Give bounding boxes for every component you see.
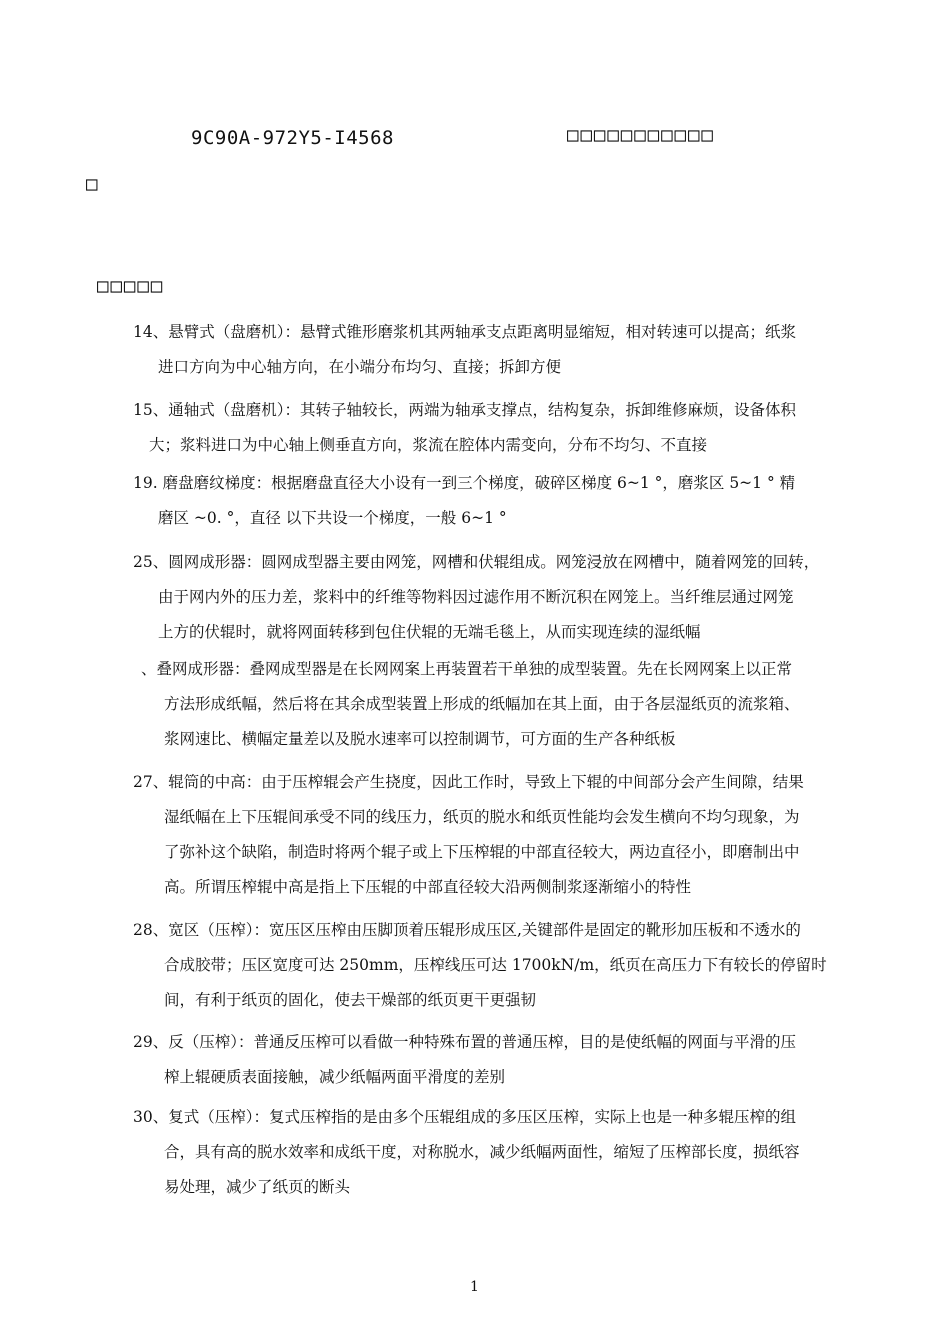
entry-line: 19. 磨盘磨纹梯度：根据磨盘直径大小设有一到三个梯度，破碎区梯度 6~1 °，磨浆区 5~1 ° 精 xyxy=(133,474,796,492)
entry-line: 28、宽区（压榨）：宽压区压榨由压脚顶着压辊形成压区,关键部件是固定的靴形加压板和不透水的 xyxy=(133,921,801,939)
entry-26 xyxy=(141,652,881,757)
document-code: 9C90A-972Y5-I4568 xyxy=(191,127,394,149)
document-title: □□□□□□□□□□□ xyxy=(567,124,715,146)
entry-line: 14、悬臂式（盘磨机）：悬臂式锥形磨浆机其两轴承支点距离明显缩短，相对转速可以提高；纸浆 xyxy=(133,323,796,341)
entry-line: 合成胶带；压区宽度可达 250mm，压榨线压可达 1700kN/m，纸页在高压力下有较长的停留时 xyxy=(164,956,827,974)
entry-line: 湿纸幅在上下压辊间承受不同的线压力，纸页的脱水和纸页性能均会发生横向不均匀现象，为 xyxy=(164,808,800,826)
entry-28 xyxy=(133,913,873,1018)
entry-line: 27、辊筒的中高：由于压榨辊会产生挠度，因此工作时，导致上下辊的中间部分会产生间隙，结果 xyxy=(133,773,804,791)
stray-glyph: □ xyxy=(86,173,100,195)
entry-25 xyxy=(133,545,873,650)
entry-line: 由于网内外的压力差，浆料中的纤维等物料因过滤作用不断沉积在网笼上。当纤维层通过网笼 xyxy=(158,588,794,606)
entry-line: 磨区 ~0. °，直径 以下共设一个梯度，一般 6~1 ° xyxy=(158,509,507,527)
entry-27 xyxy=(133,765,873,905)
entry-line: 方法形成纸幅，然后将在其余成型装置上形成的纸幅加在其上面，由于各层湿纸页的流浆箱、 xyxy=(164,695,800,713)
entry-line: 间，有利于纸页的固化，使去干燥部的纸页更干更强韧 xyxy=(164,991,537,1009)
entry-19 xyxy=(133,466,873,536)
entry-14 xyxy=(133,315,873,385)
entry-line: 高。所谓压榨辊中高是指上下压辊的中部直径较大沿两侧制浆逐渐缩小的特性 xyxy=(164,878,692,896)
entry-line: 30、复式（压榨）：复式压榨指的是由多个压辊组成的多压区压榨，实际上也是一种多辊压榨的组 xyxy=(133,1108,796,1126)
entry-line: 25、圆网成形器：圆网成型器主要由网笼，网槽和伏辊组成。网笼浸放在网槽中，随着网笼的回转， xyxy=(133,553,820,571)
section-heading: □□□□□ xyxy=(97,275,165,297)
entry-line: 29、反（压榨）：普通反压榨可以看做一种特殊布置的普通压榨，目的是使纸幅的网面与平滑的压 xyxy=(133,1033,796,1051)
entry-line: 浆网速比、横幅定量差以及脱水速率可以控制调节，可方面的生产各种纸板 xyxy=(164,730,676,748)
entry-line: 合，具有高的脱水效率和成纸干度，对称脱水，减少纸幅两面性，缩短了压榨部长度，损纸容 xyxy=(164,1143,800,1161)
page-number: 1 xyxy=(470,1279,479,1295)
entry-line: 易处理，减少了纸页的断头 xyxy=(164,1178,351,1196)
entry-29 xyxy=(133,1025,873,1095)
entry-line: 、叠网成形器：叠网成型器是在长网网案上再装置若干单独的成型装置。先在长网网案上以正常 xyxy=(141,660,793,678)
entry-line: 大；浆料进口为中心轴上侧垂直方向，浆流在腔体内需变向，分布不均匀、不直接 xyxy=(149,436,708,454)
entry-line: 上方的伏辊时，就将网面转移到包住伏辊的无端毛毯上，从而实现连续的湿纸幅 xyxy=(158,623,701,641)
entry-30 xyxy=(133,1100,873,1205)
entry-line: 榨上辊硬质表面接触，减少纸幅两面平滑度的差别 xyxy=(164,1068,506,1086)
entry-line: 进口方向为中心轴方向，在小端分布均匀、直接；拆卸方便 xyxy=(158,358,562,376)
entry-15 xyxy=(133,393,873,463)
entry-line: 了弥补这个缺陷，制造时将两个辊子或上下压榨辊的中部直径较大，两边直径小，即磨制出中 xyxy=(164,843,800,861)
entry-line: 15、通轴式（盘磨机）：其转子轴较长，两端为轴承支撑点，结构复杂，拆卸维修麻烦，设备体积 xyxy=(133,401,796,419)
